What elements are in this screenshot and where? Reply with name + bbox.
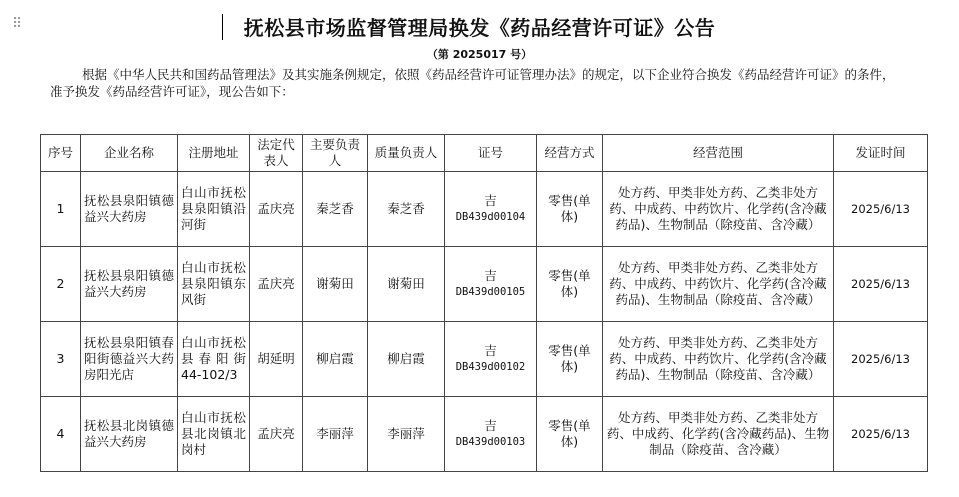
cell-license-no	[445, 397, 537, 472]
license-table	[40, 134, 928, 472]
cell-main-person: 李丽萍	[303, 397, 368, 472]
cell-legal-rep: 孟庆亮	[250, 172, 303, 247]
header-license-no: 证号	[445, 135, 537, 172]
cell-quality-person: 秦芝香	[368, 172, 445, 247]
cell-quality-person: 李丽萍	[368, 397, 445, 472]
cell-company: 抚松县北岗镇德益兴大药房	[81, 397, 178, 472]
license-prefix: 吉	[484, 343, 497, 358]
table-row	[41, 247, 928, 322]
cell-seq: 4	[41, 397, 81, 472]
license-prefix: 吉	[484, 193, 497, 208]
cell-seq: 2	[41, 247, 81, 322]
cell-main-person: 秦芝香	[303, 172, 368, 247]
table-row	[41, 322, 928, 397]
cell-scope: 处方药、甲类非处方药、乙类非处方药、中成药、化学药(含冷藏药品)、生物制品（除疫苗、含冷藏）	[603, 397, 834, 472]
table-row	[41, 172, 928, 247]
header-company: 企业名称	[81, 135, 178, 172]
cell-mode: 零售(单体)	[537, 172, 603, 247]
cell-date: 2025/6/13	[834, 247, 928, 322]
license-prefix: 吉	[484, 268, 497, 283]
cell-mode: 零售(单体)	[537, 322, 603, 397]
cell-scope: 处方药、甲类非处方药、乙类非处方药、中成药、中药饮片、化学药(含冷藏药品)、生物制品（除疫苗、含冷藏）	[603, 322, 834, 397]
cell-address: 白山市抚松县北岗镇北岗村	[178, 397, 250, 472]
header-legal-rep: 法定代表人	[250, 135, 303, 172]
cell-seq: 3	[41, 322, 81, 397]
cell-license-no	[445, 172, 537, 247]
cell-scope: 处方药、甲类非处方药、乙类非处方药、中成药、中药饮片、化学药(含冷藏药品)、生物制品（除疫苗、含冷藏）	[603, 247, 834, 322]
cell-date: 2025/6/13	[834, 172, 928, 247]
cell-main-person: 谢菊田	[303, 247, 368, 322]
header-main-person: 主要负责人	[303, 135, 368, 172]
cell-mode: 零售(单体)	[537, 247, 603, 322]
table-header-row	[41, 135, 928, 172]
cell-company: 抚松县泉阳镇春阳街德益兴大药房阳光店	[81, 322, 178, 397]
cell-date: 2025/6/13	[834, 397, 928, 472]
cell-quality-person: 谢菊田	[368, 247, 445, 322]
intro-paragraph: 根据《中华人民共和国药品管理法》及其实施条例规定，依照《药品经营许可证管理办法》的规定，以下企业符合换发《药品经营许可证》的条件，准予换发《药品经营许可证》，现公告如下：	[50, 67, 895, 99]
license-number: DB439d00103	[455, 436, 526, 448]
cell-legal-rep: 孟庆亮	[250, 247, 303, 322]
table-row	[41, 397, 928, 472]
cell-license-no	[445, 322, 537, 397]
document-number: （第 2025017 号）	[426, 48, 533, 61]
header-date: 发证时间	[834, 135, 928, 172]
cell-legal-rep: 胡延明	[250, 322, 303, 397]
cell-scope: 处方药、甲类非处方药、乙类非处方药、中成药、中药饮片、化学药(含冷藏药品)、生物制品（除疫苗、含冷藏）	[603, 172, 834, 247]
drag-handle-icon[interactable]: ⠿	[12, 16, 21, 32]
license-prefix: 吉	[484, 418, 497, 433]
header-address: 注册地址	[178, 135, 250, 172]
cell-address: 白山市抚松县春阳街44-102/3	[178, 322, 250, 397]
cell-company: 抚松县泉阳镇德益兴大药房	[81, 172, 178, 247]
cell-mode: 零售(单体)	[537, 397, 603, 472]
cell-main-person: 柳启霞	[303, 322, 368, 397]
cell-date: 2025/6/13	[834, 322, 928, 397]
license-number: DB439d00102	[455, 361, 526, 373]
document-title: 抚松县市场监督管理局换发《药品经营许可证》公告	[243, 16, 716, 40]
header-quality-person: 质量负责人	[368, 135, 445, 172]
cell-seq: 1	[41, 172, 81, 247]
cell-company: 抚松县泉阳镇德益兴大药房	[81, 247, 178, 322]
cell-address: 白山市抚松县泉阳镇沿河街	[178, 172, 250, 247]
cell-quality-person: 柳启霞	[368, 322, 445, 397]
cell-license-no	[445, 247, 537, 322]
header-seq: 序号	[41, 135, 81, 172]
cell-legal-rep: 孟庆亮	[250, 397, 303, 472]
header-mode: 经营方式	[537, 135, 603, 172]
license-number: DB439d00104	[455, 211, 526, 223]
license-number: DB439d00105	[455, 286, 526, 298]
header-scope: 经营范围	[603, 135, 834, 172]
cell-address: 白山市抚松县泉阳镇东风街	[178, 247, 250, 322]
